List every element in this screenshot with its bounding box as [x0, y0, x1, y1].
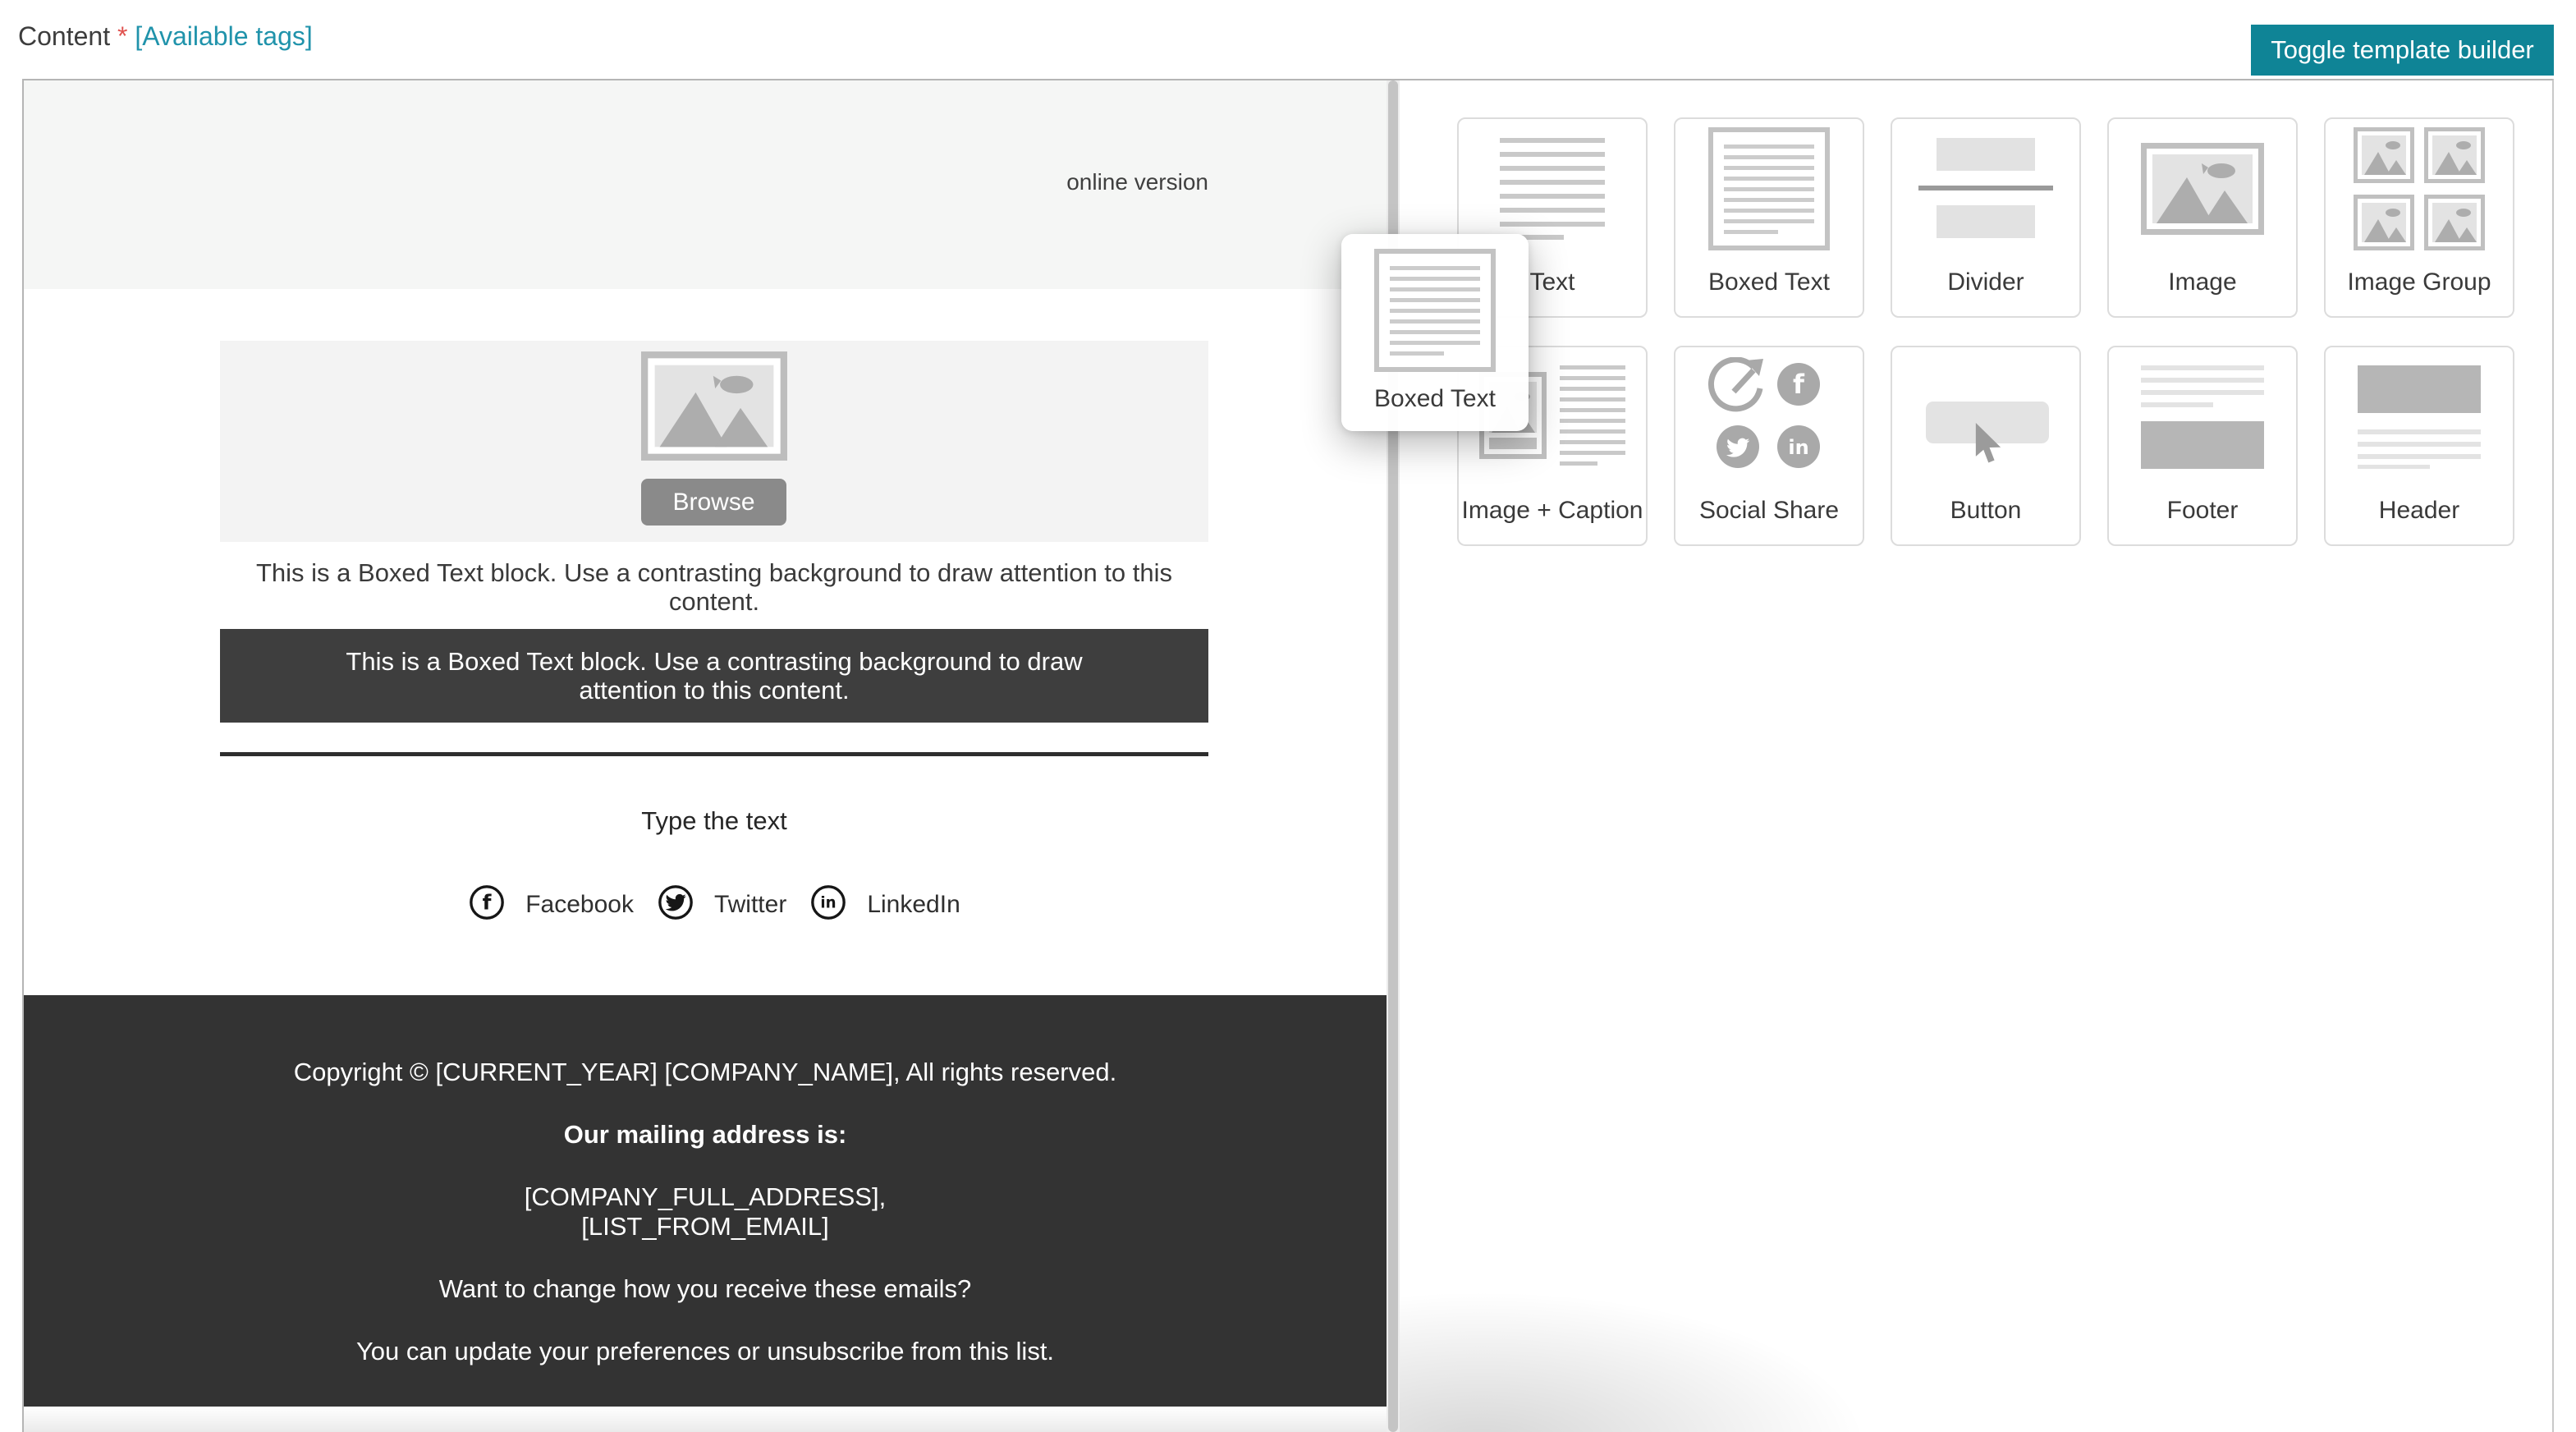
footer-mailing-heading: Our mailing address is:: [563, 1120, 847, 1149]
block-label: Image: [2168, 268, 2237, 296]
block-label: Social Share: [1698, 497, 1840, 524]
social-link-facebook[interactable]: [468, 884, 634, 925]
svg-text:in: in: [1788, 436, 1809, 459]
image-placeholder-icon: [641, 351, 787, 465]
block-card-boxed-text[interactable]: [1674, 117, 1864, 318]
block-label: Image Group: [2347, 268, 2491, 296]
block-card-header[interactable]: [2324, 346, 2514, 546]
button-block-icon: [1892, 347, 2079, 487]
block-label: Divider: [1947, 268, 2024, 296]
social-link-linkedin[interactable]: [809, 884, 960, 925]
social-share-block[interactable]: [220, 884, 1208, 925]
footer-address-line2: [LIST_FROM_EMAIL]: [581, 1212, 829, 1241]
social-label: Twitter: [713, 890, 787, 918]
block-label: Button: [1950, 497, 2022, 524]
bottom-shadow: [1400, 1264, 2426, 1432]
available-tags-link[interactable]: [Available tags]: [135, 21, 313, 51]
boxed-text-block[interactable]: [220, 629, 1208, 723]
image-block-icon: [2109, 119, 2296, 259]
block-label: Header: [2378, 497, 2460, 524]
svg-text:in: in: [820, 894, 837, 912]
twitter-icon: [657, 884, 694, 925]
browse-button[interactable]: Browse: [641, 479, 786, 526]
social-share-block-icon: [1675, 347, 1863, 487]
block-card-footer[interactable]: [2107, 346, 2298, 546]
bottom-fade: [24, 1407, 1387, 1432]
block-label: Image + Caption: [1461, 497, 1643, 524]
divider-block-icon: [1892, 119, 2079, 259]
block-card-divider[interactable]: [1891, 117, 2081, 318]
linkedin-icon: [809, 884, 847, 925]
cursor-icon: [1974, 423, 2002, 464]
toolbar: [0, 0, 2576, 79]
block-card-image[interactable]: [2107, 117, 2298, 318]
footer-block-icon: [2109, 347, 2296, 487]
svg-text:f: f: [1793, 369, 1804, 400]
footer-address-line1: [COMPANY_FULL_ADDRESS],: [524, 1182, 887, 1211]
boxed-text-block-text: This is a Boxed Text block. Use a contrasting background to draw attention to this content.: [346, 647, 1083, 705]
field-label-text: Content: [18, 21, 111, 51]
block-label: Boxed Text: [1708, 268, 1830, 296]
image-group-block-icon: [2326, 119, 2513, 259]
boxed-text-block-icon: [1341, 241, 1529, 380]
block-card-button[interactable]: [1891, 346, 2081, 546]
footer-change-prompt: Want to change how you receive these emails?: [438, 1274, 972, 1303]
block-card-image-group[interactable]: [2324, 117, 2514, 318]
footer-update-prompt: You can update your preferences or unsubscribe from this list.: [355, 1337, 1055, 1365]
drag-ghost-label: Boxed Text: [1374, 385, 1496, 412]
block-card-social-share[interactable]: [1674, 346, 1864, 546]
social-label: Facebook: [525, 890, 634, 918]
email-preview-panel: [24, 80, 1387, 1432]
social-link-twitter[interactable]: [657, 884, 786, 925]
content-field-label: [18, 21, 313, 52]
svg-text:f: f: [482, 890, 492, 915]
toggle-template-builder-button[interactable]: Toggle template builder: [2251, 25, 2554, 76]
boxed-text-paragraph[interactable]: This is a Boxed Text block. Use a contrasting background to draw attention to this content.: [255, 558, 1173, 616]
block-label: Text: [1529, 268, 1575, 296]
email-footer-block[interactable]: [24, 995, 1387, 1408]
boxed-text-block-icon: [1675, 119, 1863, 259]
block-label: Footer: [2166, 497, 2239, 524]
divider-block[interactable]: [220, 752, 1208, 756]
drag-ghost-boxed-text[interactable]: [1341, 234, 1529, 431]
footer-copyright: Copyright © [CURRENT_YEAR] [COMPANY_NAME], All rights reserved.: [293, 1058, 1117, 1086]
online-version-link[interactable]: online version: [1066, 169, 1208, 195]
image-upload-block[interactable]: [220, 341, 1208, 542]
social-label: LinkedIn: [867, 890, 960, 918]
preheader-block[interactable]: [24, 80, 1387, 289]
header-block-icon: [2326, 347, 2513, 487]
facebook-icon: [468, 884, 506, 925]
text-placeholder-block[interactable]: Type the text: [641, 806, 787, 835]
required-marker: *: [117, 21, 128, 51]
